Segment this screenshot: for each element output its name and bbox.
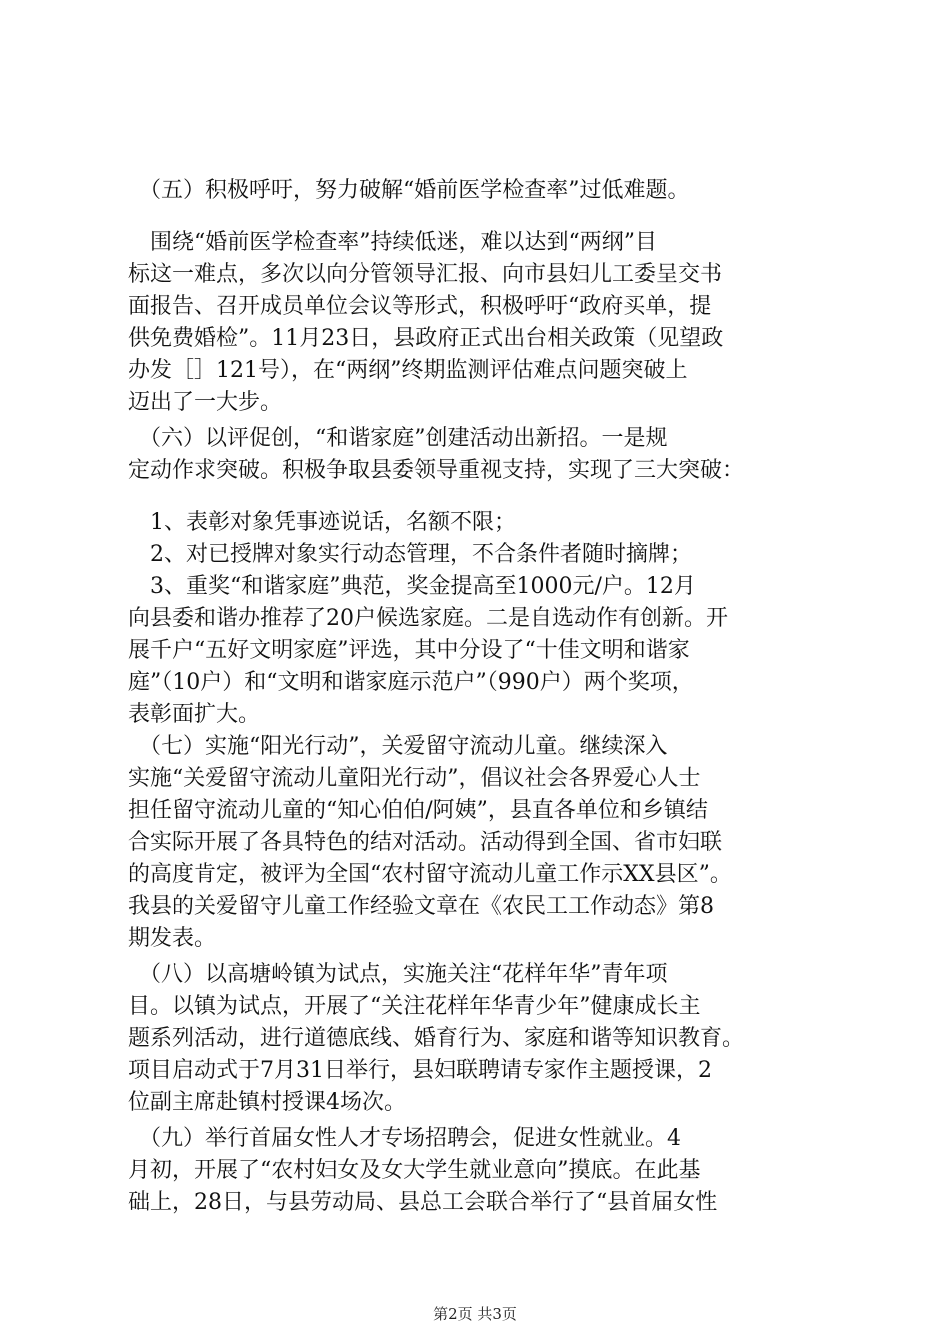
text-line: 础上，28日，与县劳动局、县总工会联合举行了“县首届女性: [128, 1190, 718, 1215]
text-line: 向县委和谐办推荐了20户候选家庭。二是自选动作有创新。开: [128, 606, 728, 631]
text-line: 办发［］121号），在“两纲”终期监测评估难点问题突破上: [128, 358, 688, 383]
paragraph-job-fair: [128, 1123, 852, 1219]
list-item: 2、对已授牌对象实行动态管理，不合条件者随时摘牌；: [128, 542, 692, 567]
paragraph-harmonious-family: [128, 423, 852, 487]
list-item: 3、重奖“和谐家庭”典范，奖金提高至1000元/户。12月: [128, 574, 696, 599]
text-line: 我县的关爱留守儿童工作经验文章在《农民工工作动态》第8: [128, 894, 714, 919]
text-line: 围绕“婚前医学检查率”持续低迷，难以达到“两纲”目: [128, 230, 657, 255]
text-line: 面报告、召开成员单位会议等形式，积极呼吁“政府买单，提: [128, 294, 712, 319]
list-item: 1、表彰对象凭事迹说话，名额不限；: [128, 510, 516, 535]
text-line: （八）以高塘岭镇为试点，实施关注“花样年华”青年项: [128, 962, 668, 987]
text-line: 表彰面扩大。: [128, 702, 261, 727]
text-line: 位副主席赴镇村授课4场次。: [128, 1090, 406, 1115]
text-line: 标这一难点，多次以向分管领导汇报、向市县妇儿工委呈交书: [128, 262, 723, 287]
text-line: 担任留守流动儿童的“知心伯伯/阿姨”，县直各单位和乡镇结: [128, 798, 708, 823]
page-number: 第2页 共3页: [433, 1305, 517, 1323]
text-line: 期发表。: [128, 926, 217, 951]
text-line: 定动作求突破。积极争取县委领导重视支持，实现了三大突破：: [128, 458, 745, 483]
text-line: 项目启动式于7月31日举行，县妇联聘请专家作主题授课，2: [128, 1058, 712, 1083]
document-body: [128, 175, 852, 1219]
text-line: 的高度肯定，被评为全国“农村留守流动儿童工作示XX县区”。: [128, 862, 732, 887]
paragraph-premarital-check: [128, 227, 852, 419]
text-line: 迈出了一大步。: [128, 390, 283, 415]
paragraph-youth-project: [128, 959, 852, 1119]
text-line: （五）积极呼吁，努力破解“婚前医学检查率”过低难题。: [128, 178, 690, 203]
page-footer: [0, 1303, 950, 1324]
text-line: 展千户“五好文明家庭”评选，其中分设了“十佳文明和谐家: [128, 638, 690, 663]
text-line: 目。以镇为试点，开展了“关注花样年华青少年”健康成长主: [128, 994, 701, 1019]
text-line: 庭”（10户）和“文明和谐家庭示范户”（990户）两个奖项，: [128, 670, 694, 695]
text-line: 实施“关爱留守流动儿童阳光行动”，倡议社会各界爱心人士: [128, 766, 701, 791]
text-line: （九）举行首届女性人才专场招聘会，促进女性就业。4: [128, 1126, 681, 1151]
paragraph-sunshine-action: [128, 731, 852, 955]
text-line: 合实际开展了各具特色的结对活动。活动得到全国、省市妇联: [128, 830, 723, 855]
heading-five: [128, 175, 852, 207]
text-line: （六）以评促创，“和谐家庭”创建活动出新招。一是规: [128, 426, 668, 451]
text-line: 月初，开展了“农村妇女及女大学生就业意向”摸底。在此基: [128, 1158, 701, 1183]
text-line: （七）实施“阳光行动”，关爱留守流动儿童。继续深入: [128, 734, 668, 759]
text-line: 供免费婚检”。11月23日，县政府正式出台相关政策（见望政: [128, 326, 724, 351]
text-line: 题系列活动，进行道德底线、婚育行为、家庭和谐等知识教育。: [128, 1026, 745, 1051]
list-breakthroughs: [128, 507, 852, 731]
